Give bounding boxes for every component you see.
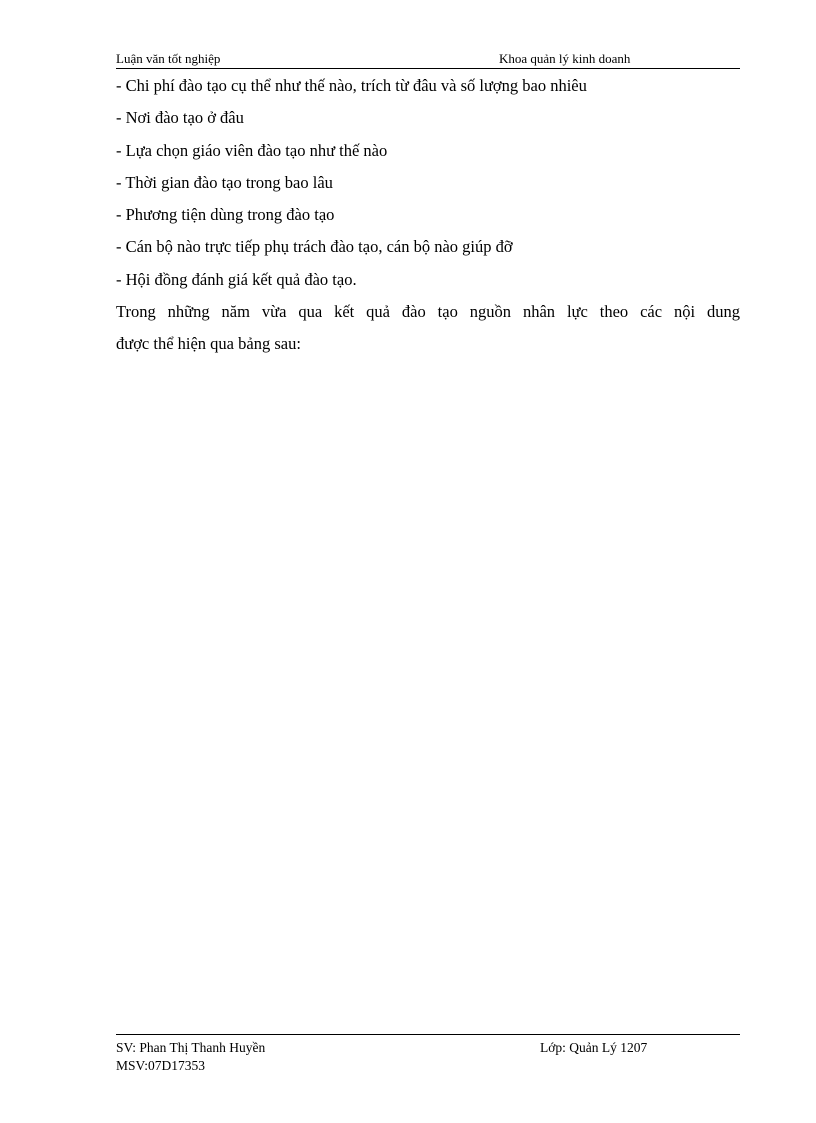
bullet-item-council: - Hội đồng đánh giá kết quả đào tạo. [116,269,357,289]
bullet-item-teacher: - Lựa chọn giáo viên đào tạo như thế nào [116,140,388,160]
bullet-item-location: - Nơi đào tạo ở đâu [116,108,244,128]
body-content [116,74,740,365]
bullet-item-staff: - Cán bộ nào trực tiếp phụ trách đào tạo, cán bộ nào giúp đỡ [116,237,513,257]
footer-student-id: MSV:07D17353 [116,1058,206,1073]
paragraph-line: được thể hiện qua bảng sau: [116,334,301,354]
header-faculty: Khoa quản lý kinh doanh [499,51,631,66]
page-header [116,50,740,69]
paragraph-line: Trong những năm vừa qua kết quả đào tạo nguồn nhân lực theo các nội dung [116,302,740,322]
page-footer [116,1034,740,1073]
bullet-item-duration: - Thời gian đào tạo trong bao lâu [116,172,333,192]
header-thesis-title: Luận văn tốt nghiệp [116,51,221,66]
footer-student-name: SV: Phan Thị Thanh Huyền [116,1040,266,1055]
bullet-item-equipment: - Phương tiện dùng trong đào tạo [116,205,335,225]
footer-class-name: Lớp: Quản Lý 1207 [540,1040,648,1055]
bullet-item-cost: - Chi phí đào tạo cụ thể như thế nào, trích từ đâu và số lượng bao nhiêu [116,76,587,95]
